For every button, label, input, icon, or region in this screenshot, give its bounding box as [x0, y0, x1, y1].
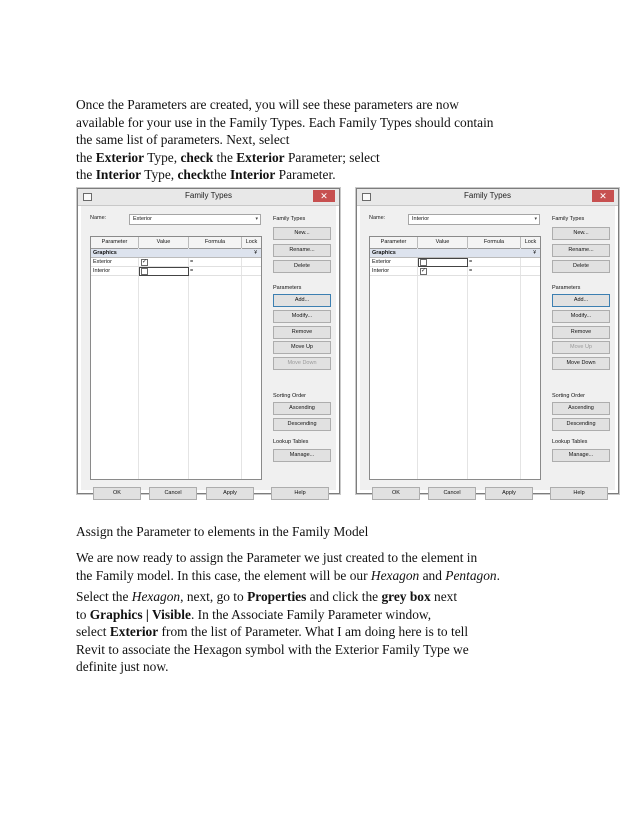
parameter-name: Exterior [93, 259, 112, 265]
move-down-button[interactable]: Move Down [273, 357, 331, 370]
manage-button[interactable]: Manage... [273, 449, 331, 462]
remove-button[interactable]: Remove [552, 326, 610, 339]
manage-button[interactable]: Manage... [552, 449, 610, 462]
column-divider [188, 248, 189, 479]
descending-button[interactable]: Descending [552, 418, 610, 431]
column-header: Lock [521, 237, 540, 249]
name-dropdown[interactable] [129, 214, 261, 225]
chevron-down-icon: ▾ [534, 216, 537, 222]
section-label: Lookup Tables [273, 439, 309, 445]
section-label: Sorting Order [273, 393, 307, 399]
text-line: the Exterior Type, check the Exterior Parameter; select [76, 149, 380, 165]
ok-button[interactable]: OK [372, 487, 420, 500]
text-line: We are now ready to assign the Parameter we just created to the element in [76, 550, 478, 565]
ok-button[interactable]: OK [93, 487, 141, 500]
table-row[interactable] [370, 258, 540, 267]
name-dropdown-value: Interior [412, 216, 430, 222]
table-row[interactable] [370, 267, 540, 276]
group-row-graphics[interactable] [370, 249, 540, 258]
section-label: Lookup Tables [552, 439, 588, 445]
column-header: Lock [242, 237, 261, 249]
instructions-paragraph [76, 588, 576, 676]
close-button[interactable]: ✕ [313, 190, 335, 202]
parameter-name: Interior [93, 268, 111, 274]
text-line: Assign the Parameter to elements in the Family Model [76, 524, 369, 539]
column-header: Parameter [91, 237, 139, 249]
delete-button[interactable]: Delete [273, 260, 331, 273]
name-dropdown-value: Exterior [133, 216, 152, 222]
parameter-name: Exterior [372, 259, 391, 265]
apply-button[interactable]: Apply [485, 487, 533, 500]
modify-button[interactable]: Modify... [552, 310, 610, 323]
name-dropdown[interactable] [408, 214, 540, 225]
intro-paragraph [76, 96, 576, 184]
value-checkbox[interactable] [420, 259, 427, 266]
cancel-button[interactable]: Cancel [149, 487, 197, 500]
column-divider [138, 248, 139, 479]
section-label: Parameters [273, 285, 302, 291]
column-header: Formula [468, 237, 521, 249]
title-bar [357, 189, 618, 206]
text-line: the Family model. In this case, the element will be our Hexagon and Pentagon. [76, 567, 500, 583]
close-button[interactable]: ✕ [592, 190, 614, 202]
section-label: Sorting Order [552, 393, 586, 399]
descending-button[interactable]: Descending [273, 418, 331, 431]
section-label: Parameters [552, 285, 581, 291]
value-checkbox[interactable] [141, 259, 148, 266]
section-label: Family Types [552, 216, 585, 222]
group-label: Graphics [372, 250, 396, 256]
collapse-icon: ¥ [533, 250, 536, 256]
parameter-grid [90, 236, 262, 480]
column-divider [467, 248, 468, 479]
column-divider [241, 248, 242, 479]
assign-paragraph [76, 549, 576, 584]
rename-button[interactable]: Rename... [552, 244, 610, 257]
table-row[interactable] [91, 258, 261, 267]
add-button[interactable]: Add... [552, 294, 610, 307]
text-line: Revit to associate the Hexagon symbol with the Exterior Family Type we [76, 641, 469, 657]
dialog-body [81, 206, 336, 496]
formula-cell[interactable]: = [190, 268, 194, 274]
text-line: to Graphics | Visible. In the Associate Family Parameter window, [76, 606, 432, 622]
table-row[interactable] [91, 267, 261, 276]
text-line: select Exterior from the list of Parameter. What I am doing here is to tell [76, 624, 469, 640]
formula-cell[interactable]: = [190, 259, 194, 265]
new-button[interactable]: New... [552, 227, 610, 240]
move-down-button[interactable]: Move Down [552, 357, 610, 370]
column-header: Formula [189, 237, 242, 249]
family-types-dialog-interior [356, 188, 619, 494]
section-label: Family Types [273, 216, 306, 222]
group-label: Graphics [93, 250, 117, 256]
text-line: the Interior Type, checkthe Interior Parameter. [76, 167, 336, 183]
column-header: Value [418, 237, 468, 249]
chevron-down-icon: ▾ [255, 216, 258, 222]
text-line: Once the Parameters are created, you will see these parameters are now [76, 97, 459, 112]
help-button[interactable]: Help [550, 487, 608, 500]
remove-button[interactable]: Remove [273, 326, 331, 339]
family-types-dialog-exterior [77, 188, 340, 494]
dialog-title: Family Types [185, 191, 232, 200]
column-divider [417, 248, 418, 479]
column-divider [520, 248, 521, 479]
new-button[interactable]: New... [273, 227, 331, 240]
help-button[interactable]: Help [271, 487, 329, 500]
section-heading [76, 523, 576, 541]
rename-button[interactable]: Rename... [273, 244, 331, 257]
formula-cell[interactable]: = [469, 259, 473, 265]
move-up-button[interactable]: Move Up [273, 341, 331, 354]
parameter-grid [369, 236, 541, 480]
column-header: Parameter [370, 237, 418, 249]
dialog-body [360, 206, 615, 496]
dialog-title: Family Types [464, 191, 511, 200]
formula-cell[interactable]: = [469, 268, 473, 274]
name-label: Name: [369, 215, 386, 221]
text-line: Select the Hexagon, next, go to Properties and click the grey box next [76, 589, 458, 604]
modify-button[interactable]: Modify... [273, 310, 331, 323]
collapse-icon: ¥ [254, 250, 257, 256]
ascending-button[interactable]: Ascending [273, 402, 331, 415]
delete-button[interactable]: Delete [552, 260, 610, 273]
cancel-button[interactable]: Cancel [428, 487, 476, 500]
title-bar [78, 189, 339, 206]
add-button[interactable]: Add... [273, 294, 331, 307]
value-checkbox[interactable] [420, 268, 427, 275]
text-line: definite just now. [76, 659, 169, 675]
apply-button[interactable]: Apply [206, 487, 254, 500]
move-up-button[interactable]: Move Up [552, 341, 610, 354]
ascending-button[interactable]: Ascending [552, 402, 610, 415]
text-line: available for your use in the Family Types. Each Family Types should contain [76, 114, 494, 130]
text-line: the same list of parameters. Next, select [76, 132, 290, 148]
group-row-graphics[interactable] [91, 249, 261, 258]
name-label: Name: [90, 215, 107, 221]
column-header: Value [139, 237, 189, 249]
parameter-name: Interior [372, 268, 390, 274]
value-checkbox[interactable] [141, 268, 148, 275]
